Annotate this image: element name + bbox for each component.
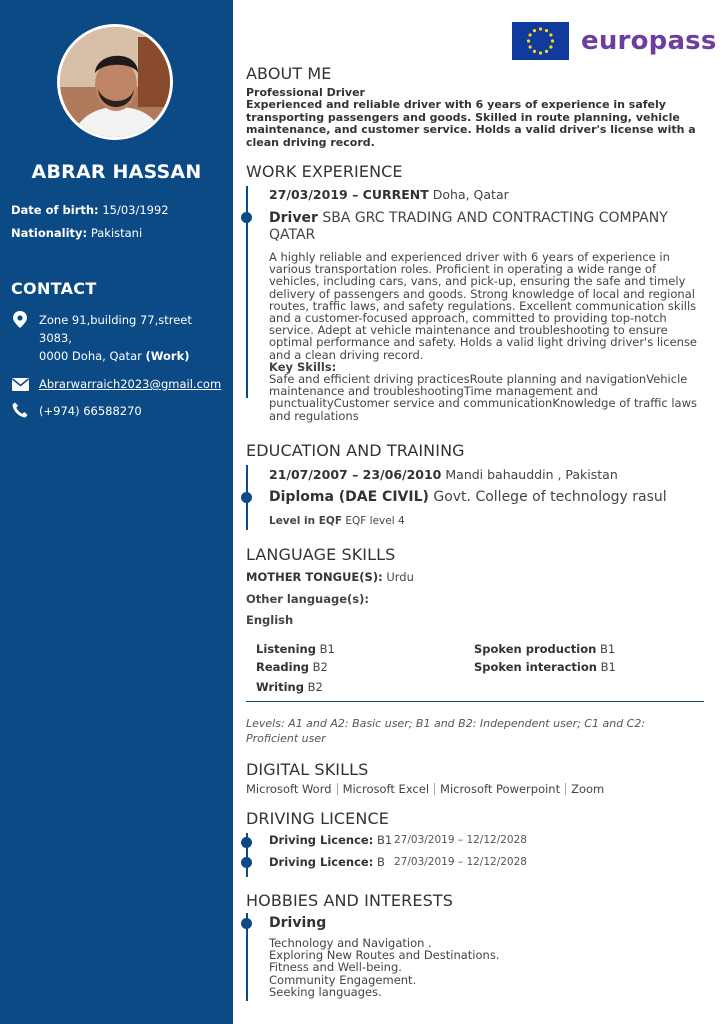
key-skills-label: Key Skills:: [269, 359, 337, 374]
education-institution: Govt. College of technology rasul: [433, 489, 667, 505]
europass-wordmark: europass: [581, 26, 717, 56]
hobbies-heading: HOBBIES AND INTERESTS: [246, 891, 453, 910]
person-name: ABRAR HASSAN: [31, 161, 202, 183]
driving-licence-dates: 27/03/2019 – 12/12/2028: [394, 856, 527, 868]
hobby-line: Fitness and Well-being.: [269, 960, 402, 975]
driving-heading: DRIVING LICENCE: [246, 809, 389, 828]
driving-licence-label: Driving Licence:: [269, 855, 374, 869]
work-date: 27/03/2019 – CURRENT: [269, 187, 429, 202]
dob-value: 15/03/1992: [102, 203, 169, 217]
education-timeline-dot: [241, 492, 252, 503]
writing-row: [256, 680, 323, 694]
work-job-title: Driver: [269, 210, 318, 226]
about-subtitle: Professional Driver: [246, 86, 365, 99]
education-title-row: [269, 489, 667, 505]
digital-skill: Zoom: [571, 782, 605, 796]
nationality-value: Pakistani: [90, 226, 143, 240]
hobby-lines: [269, 937, 499, 998]
address-line-2: 3083,: [39, 331, 72, 345]
nationality-label: Nationality:: [11, 226, 88, 240]
education-date-row: [269, 467, 618, 482]
about-text: Experienced and reliable driver with 6 years of experience in safely transporting passengers and goods. Skilled in route planning, vehicle maintenance, and customer service. Holds a valid driver's license with a clean driving record.: [246, 98, 696, 149]
address-line-1: Zone 91,building 77,street: [39, 313, 192, 327]
education-qualification: Diploma (DAE CIVIL): [269, 489, 429, 505]
envelope-icon: [11, 375, 29, 393]
reading-label: Reading: [256, 660, 310, 674]
work-timeline-dot: [241, 212, 252, 223]
hobby-line: Community Engagement.: [269, 972, 417, 987]
work-heading: WORK EXPERIENCE: [246, 162, 403, 181]
driving-timeline-dot: [241, 837, 252, 848]
driving-licence-row: [269, 833, 392, 847]
language-heading: LANGUAGE SKILLS: [246, 545, 396, 564]
other-languages-label: Other language(s):: [246, 592, 369, 606]
profile-photo: [57, 24, 173, 140]
hobby-title: Driving: [269, 915, 327, 931]
mother-tongue-row: [246, 570, 414, 584]
driving-licence-dates: 27/03/2019 – 12/12/2028: [394, 834, 527, 846]
eu-flag-icon: [512, 22, 569, 60]
contact-heading: CONTACT: [11, 279, 97, 298]
nationality: [11, 226, 142, 240]
spoken-interaction-row: [474, 660, 616, 674]
work-date-row: [269, 187, 509, 202]
europass-logo: [512, 22, 717, 60]
hobby-line: Seeking languages.: [269, 984, 382, 999]
hobbies-timeline-dot: [241, 918, 252, 929]
work-description-block: [269, 251, 705, 422]
skill-separator: [565, 783, 566, 795]
spoken-interaction-label: Spoken interaction: [474, 660, 597, 674]
location-pin-icon: [11, 311, 29, 329]
driving-licence-category: B1: [376, 833, 393, 847]
digital-skill: Microsoft Word: [246, 782, 332, 796]
skill-separator: [434, 783, 435, 795]
driving-licence-label: Driving Licence:: [269, 833, 374, 847]
about-heading: ABOUT ME: [246, 64, 332, 83]
driving-timeline-dot: [241, 857, 252, 868]
phone-row: [11, 402, 142, 420]
about-body: [246, 87, 706, 149]
work-description: A highly reliable and experienced driver with 6 years of experience in various transportation roles. Proficient in operating a wide range of vehicles, including cars, vans, and pick-up, ensuring the safe and timely delivery of passengers and goods. Strong knowledge of local and regional routes, traffic laws, and safety regulations. Excellent communication skills and a customer-focused approach, committed to providing top-notch service. Adept at vehicle maintenance and troubleshooting to ensure optimal performance and safety. Holds a valid light driving driver's license and a clean driving record.: [269, 250, 698, 362]
date-of-birth: [11, 203, 169, 217]
driving-licence-row: [269, 855, 385, 869]
email-row: [11, 375, 221, 393]
hobby-line: Exploring New Routes and Destinations.: [269, 948, 500, 963]
levels-note: Levels: A1 and A2: Basic user; B1 and B2: Independent user; C1 and C2: Proficient user: [246, 717, 646, 745]
eqf-level-label: Level in EQF: [269, 515, 343, 527]
key-skills-text: Safe and efficient driving practicesRoute planning and navigationVehicle maintenance and troubleshootingTime management and punctualityCustomer service and communicationKnowledge of traffic laws and regulations: [269, 372, 697, 423]
education-date: 21/07/2007 – 23/06/2010: [269, 467, 442, 482]
email-link[interactable]: Abrarwarraich2023@gmail.com: [39, 377, 222, 391]
writing-level: B2: [307, 680, 323, 694]
dob-label: Date of birth:: [11, 203, 99, 217]
spoken-production-row: [474, 642, 615, 656]
digital-skill: Microsoft Powerpoint: [440, 782, 561, 796]
education-level-row: [269, 515, 405, 527]
mother-tongue-value: Urdu: [386, 570, 414, 584]
education-location: Mandi bahauddin , Pakistan: [445, 467, 618, 482]
driving-licence-category: B: [376, 855, 385, 869]
digital-skills-list: [246, 782, 604, 796]
reading-level: B2: [312, 660, 328, 674]
listening-label: Listening: [256, 642, 316, 656]
address-line-3: 0000 Doha, Qatar: [39, 349, 142, 363]
spoken-interaction-level: B1: [600, 660, 616, 674]
mother-tongue-label: MOTHER TONGUE(S):: [246, 570, 383, 584]
education-heading: EDUCATION AND TRAINING: [246, 441, 465, 460]
work-employer: SBA GRC TRADING AND CONTRACTING COMPANY QATAR: [269, 210, 668, 243]
phone-icon: [11, 402, 29, 420]
reading-row: [256, 660, 328, 674]
digital-skill: Microsoft Excel: [342, 782, 430, 796]
work-location: Doha, Qatar: [432, 187, 509, 202]
spoken-production-level: B1: [599, 642, 616, 656]
sidebar: [0, 0, 233, 1024]
digital-heading: DIGITAL SKILLS: [246, 760, 369, 779]
work-title-row: [269, 210, 699, 244]
skill-separator: [337, 783, 338, 795]
writing-label: Writing: [256, 680, 304, 694]
language-name: English: [246, 613, 294, 627]
language-divider: [246, 701, 704, 702]
hobby-line: Technology and Navigation .: [269, 936, 432, 950]
spoken-production-label: Spoken production: [474, 642, 597, 656]
listening-level: B1: [319, 642, 335, 656]
phone-number[interactable]: (+974) 66588270: [39, 404, 142, 418]
address: [11, 311, 192, 365]
address-type: (Work): [145, 349, 190, 363]
listening-row: [256, 642, 335, 656]
eqf-level-value: EQF level 4: [345, 515, 405, 527]
